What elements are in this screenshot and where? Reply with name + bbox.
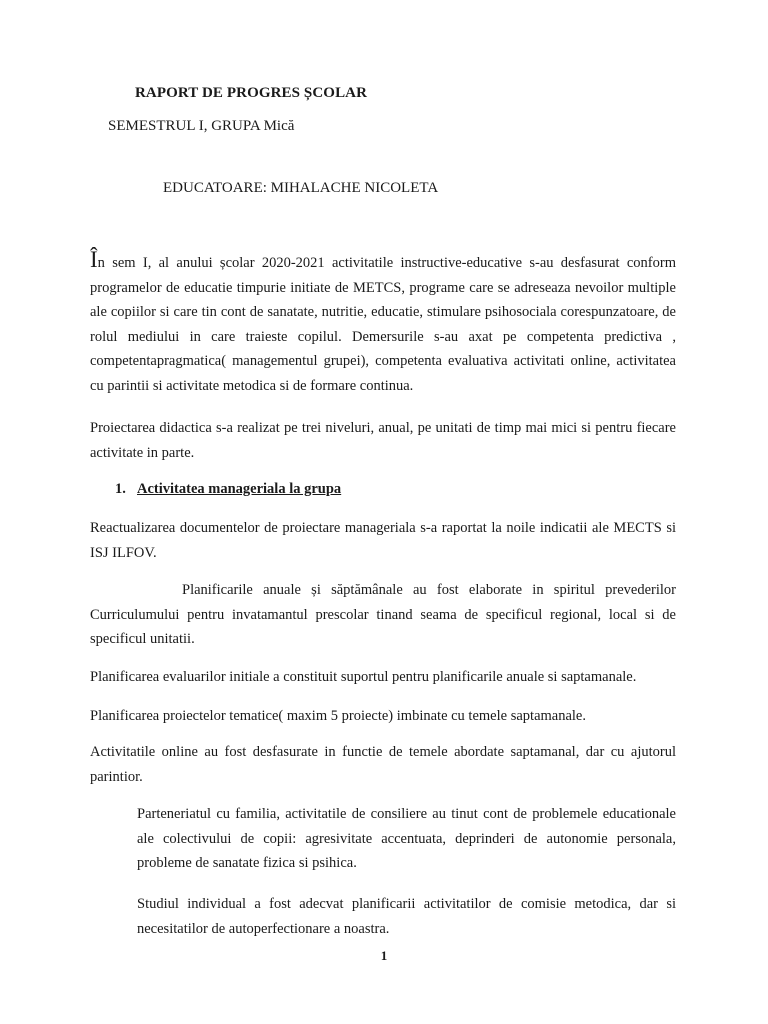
teacher-line: EDUCATOARE: MIHALACHE NICOLETA [163, 180, 439, 196]
intro-dropcap: Î [90, 247, 98, 272]
page-number: 1 [380, 948, 388, 963]
planificari-anuale-paragraph [90, 578, 676, 652]
section-heading [115, 481, 341, 498]
proiecte-paragraph: Planificarea proiectelor tematice( maxim 5 proiecte) imbinate cu temele saptamanale. [90, 708, 586, 724]
planificari-anuale-text: Planificarile anuale și săptămânale au fost elaborate in spiritul prevederilor Curriculumului pentru invatamantul prescolar tinand seama de specificul regional, local si de specificul unitatii. [90, 582, 676, 647]
semester-line: SEMESTRUL I, GRUPA Mică [108, 118, 295, 134]
studiu-paragraph: Studiul individual a fost adecvat planificarii activitatilor de comisie metodica, dar si necesitatilor de autoperfectionare a noastra. [137, 896, 676, 937]
reactualizare-paragraph: Reactualizarea documentelor de proiectare manageriala s-a raportat la noile indicatii ale MECTS si ISJ ILFOV. [90, 520, 676, 561]
design-paragraph: Proiectarea didactica s-a realizat pe trei niveluri, anual, pe unitati de timp mai mici si pentru fiecare activitate in parte. [90, 420, 676, 461]
online-paragraph: Activitatile online au fost desfasurate in functie de temele abordate saptamanal, dar cu ajutorul parintior. [90, 744, 676, 785]
intro-paragraph [90, 247, 676, 398]
section-title: Activitatea manageriala la grupa [137, 481, 342, 497]
evaluari-paragraph: Planificarea evaluarilor initiale a constituit suportul pentru planificarile anuale si saptamanale. [90, 669, 637, 685]
section-number: 1. [115, 481, 126, 497]
intro-text: n sem I, al anului școlar 2020-2021 activitatile instructive-educative s-au desfasurat conform programelor de educatie timpurie initiate de METCS, programe care se adreseaza nevoilor multiple ale copiilor si care tin cont de sanatate, nutritie, educatie, stimulare psihosociala corespunzatoare, de rolul mediului in care traieste copilul. Demersurile s-au axat pe competenta predictiva , competentapragmatica( managementul grupei), competenta evaluativa activitati online, activitatea cu parintii si activitate metodica si de formare continua. [90, 255, 676, 394]
document-title: RAPORT DE PROGRES ȘCOLAR [135, 85, 368, 101]
parteneriat-paragraph: Parteneriatul cu familia, activitatile de consiliere au tinut cont de problemele educationale ale colectivului de copii: agresivitate accentuata, deprinderi de autonomie personala, probleme de sanatate fizica si psihica. [137, 806, 676, 871]
